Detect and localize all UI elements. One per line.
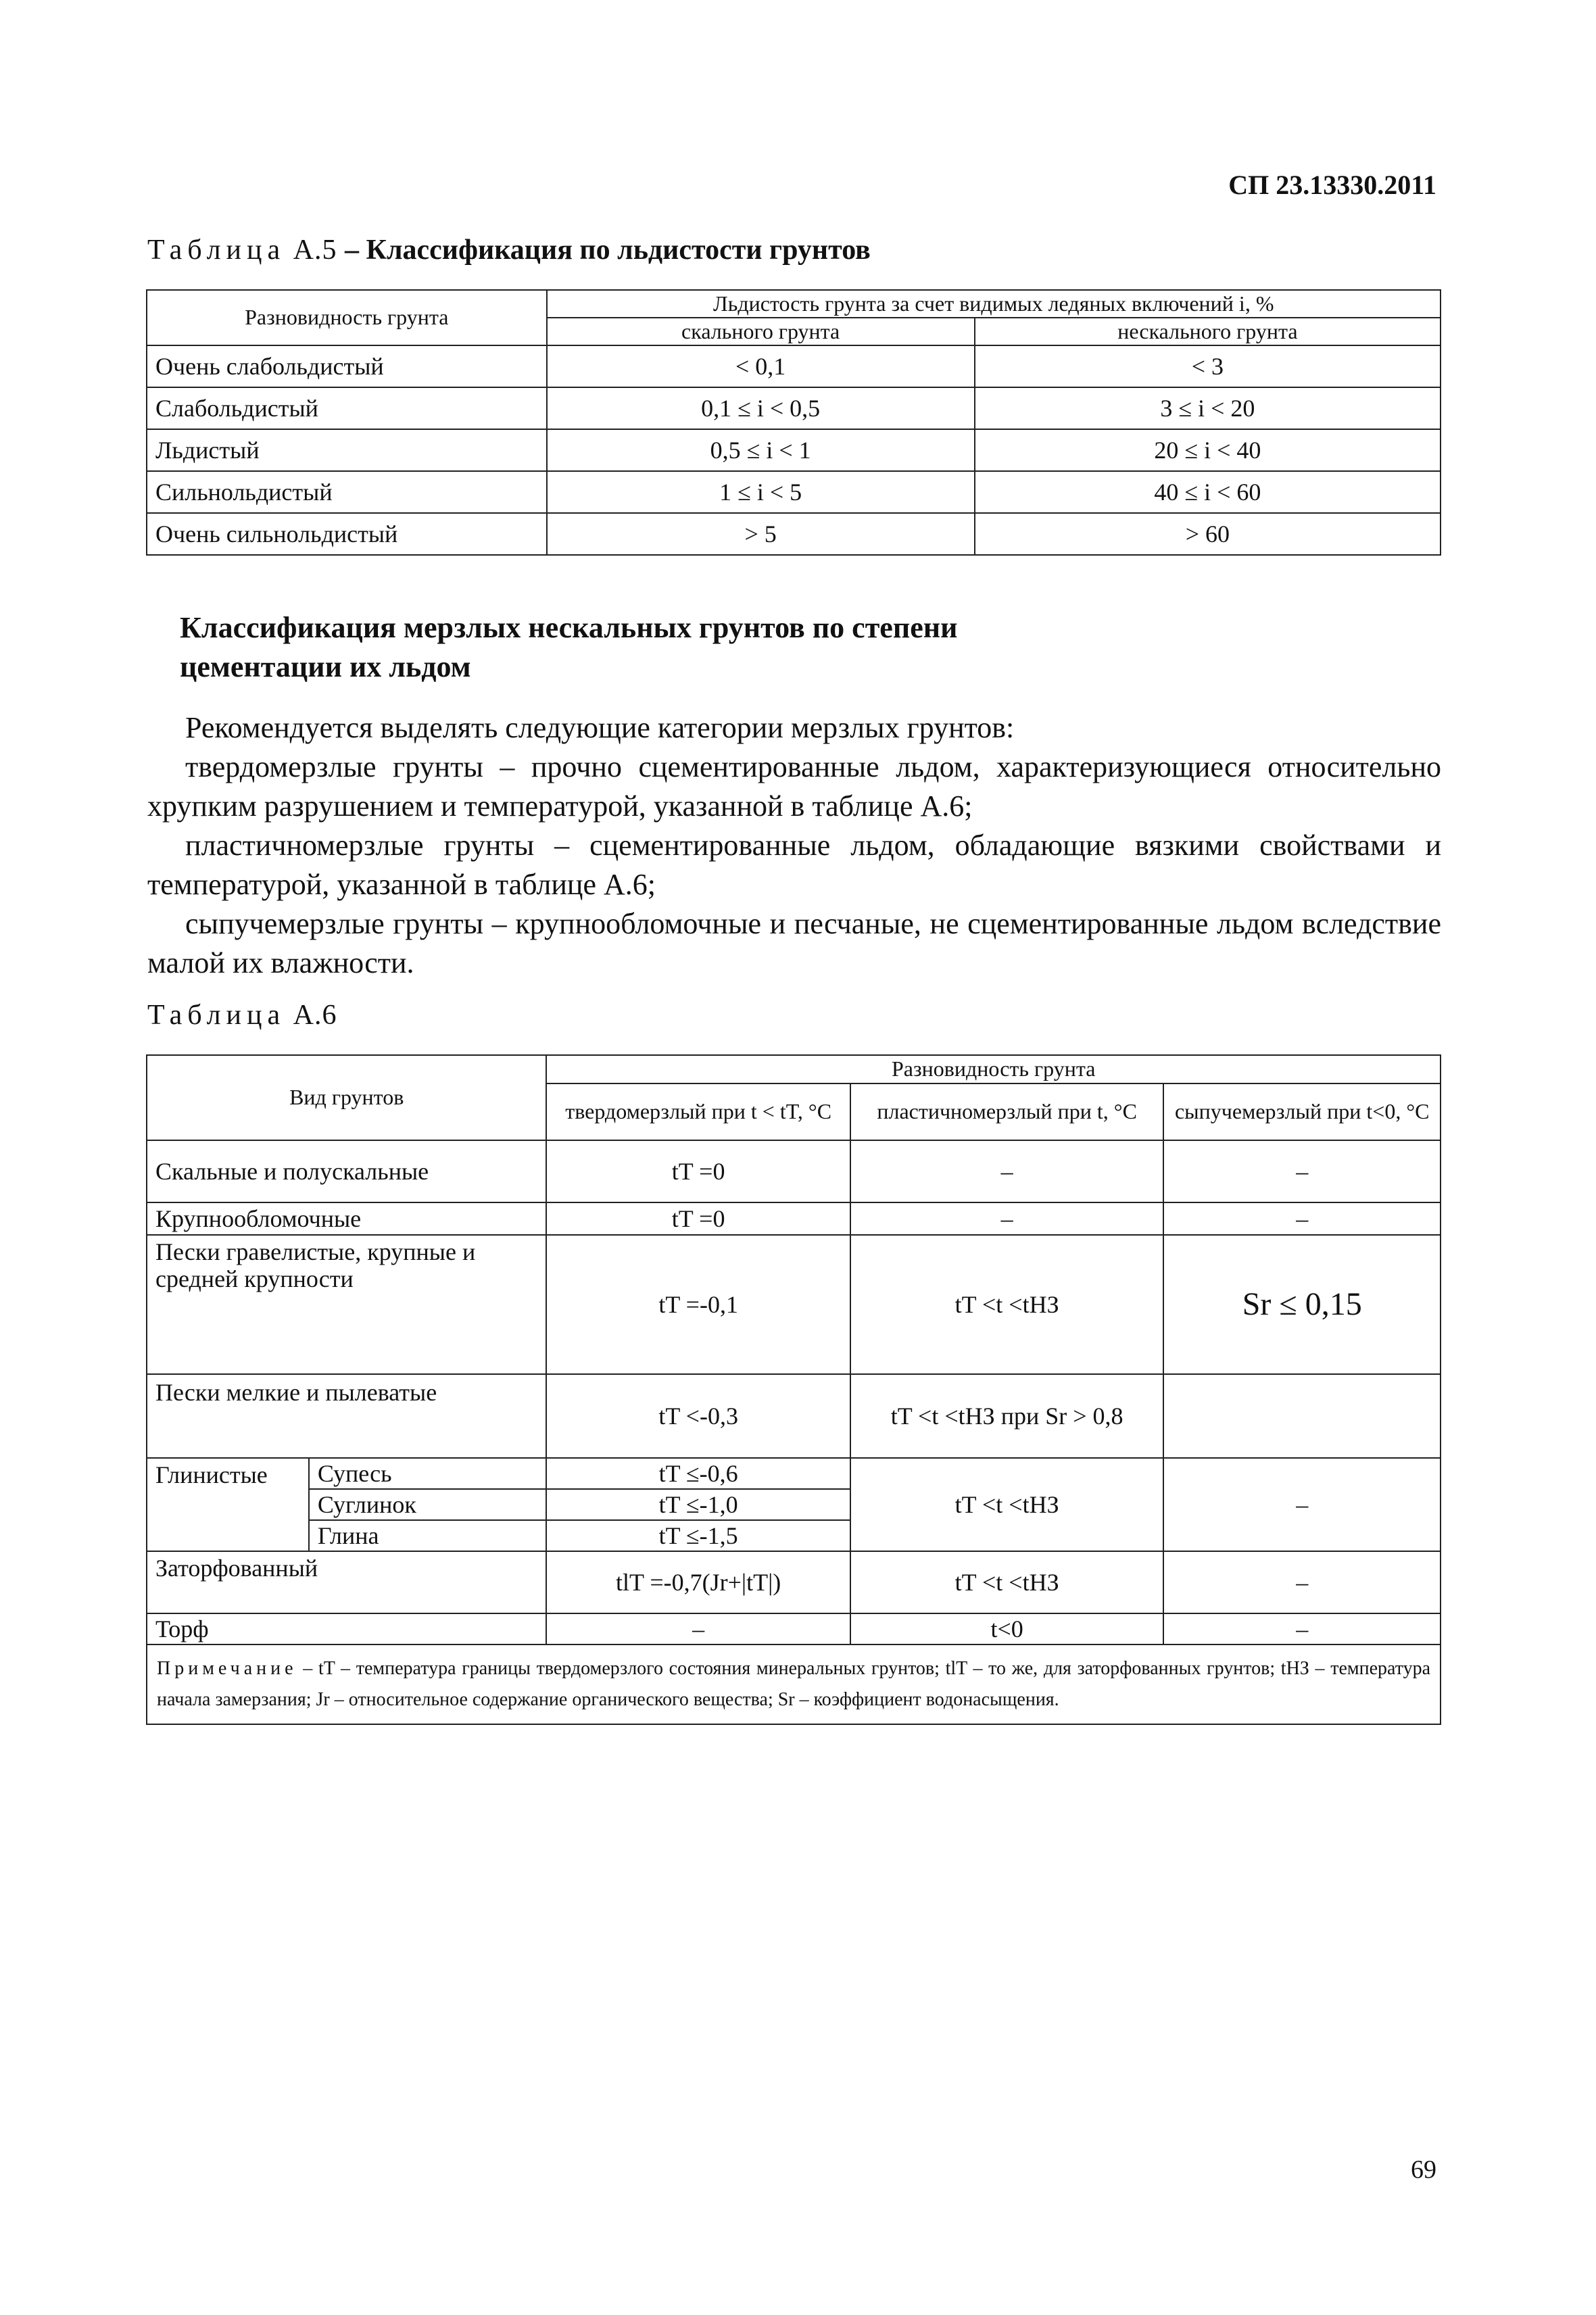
table-row (147, 1613, 1441, 1644)
row-hard: – (546, 1613, 850, 1644)
table-row (147, 1551, 1441, 1613)
row-rock: 1 ≤ i < 5 (547, 471, 975, 513)
header-nonrock: нескального грунта (975, 318, 1441, 345)
row-plastic: tT <t <tНЗ (850, 1235, 1164, 1374)
row-plastic: tT <t <tНЗ (850, 1458, 1164, 1551)
row-plastic: – (850, 1202, 1164, 1235)
intro-paragraph: Рекомендуется выделять следующие категории мерзлых грунтов: (185, 711, 1015, 744)
row-plastic: tT <t <tНЗ при Sr > 0,8 (850, 1374, 1164, 1458)
table-row (147, 513, 1441, 555)
row-name: Заторфованный (147, 1551, 546, 1613)
table-row (147, 1202, 1441, 1235)
header-plastic-frozen: пластичномерзлый при t, °C (850, 1083, 1164, 1140)
row-name: Слабольдистый (147, 387, 547, 429)
header-soil-type: Разновидность грунта (147, 290, 547, 345)
header-loose-frozen: сыпучемерзлый при t<0, °C (1163, 1083, 1441, 1140)
row-name: Торф (147, 1613, 546, 1644)
row-hard: tT ≤-0,6 (546, 1458, 850, 1489)
row-name: Глина (309, 1520, 547, 1551)
row-name: Льдистый (147, 429, 547, 471)
row-name: Супесь (309, 1458, 547, 1489)
row-hard: tT =-0,1 (546, 1235, 850, 1374)
section-heading: Классификация мерзлых нескальных грунтов по степени цементации их льдом (180, 611, 958, 683)
table-a5-caption (147, 234, 871, 266)
row-name: Суглинок (309, 1489, 547, 1520)
category-item: пластичномерзлые грунты – сцементированные льдом, обладающие вязкими свойствами и температурой, указанной в таблице А.6; (147, 829, 1441, 901)
row-rock: 0,5 ≤ i < 1 (547, 429, 975, 471)
row-nonrock: 3 ≤ i < 20 (975, 387, 1441, 429)
table-row (147, 1140, 1441, 1202)
row-loose: – (1163, 1613, 1441, 1644)
caption-prefix: Таблица (147, 235, 286, 266)
table-row (147, 1235, 1441, 1374)
row-plastic: tT <t <tНЗ (850, 1551, 1164, 1613)
table-row (147, 1458, 1441, 1489)
row-loose (1163, 1374, 1441, 1458)
caption-prefix: Таблица (147, 1000, 286, 1031)
table-a6 (146, 1054, 1441, 1725)
header-rock: скального грунта (547, 318, 975, 345)
row-nonrock: < 3 (975, 345, 1441, 387)
caption-number: А.6 (293, 1000, 337, 1031)
row-hard: tlT =-0,7(Jr+|tT|) (546, 1551, 850, 1613)
row-loose: – (1163, 1202, 1441, 1235)
row-plastic: t<0 (850, 1613, 1164, 1644)
table-row (147, 471, 1441, 513)
row-loose: – (1163, 1551, 1441, 1613)
row-name: Пески гравелистые, крупные и средней крупности (147, 1235, 546, 1374)
table-row (147, 387, 1441, 429)
header-variety: Разновидность грунта (546, 1055, 1441, 1083)
row-hard: tT <-0,3 (546, 1374, 850, 1458)
table-row (147, 1374, 1441, 1458)
row-nonrock: 20 ≤ i < 40 (975, 429, 1441, 471)
table-a6-caption (147, 999, 337, 1031)
caption-number: А.5 (293, 235, 337, 266)
caption-title: – Классификация по льдистости грунтов (344, 235, 871, 266)
row-rock: > 5 (547, 513, 975, 555)
header-ice-content: Льдистость грунта за счет видимых ледяных включений i, % (547, 290, 1441, 318)
table-note (147, 1644, 1441, 1724)
row-hard: tT =0 (546, 1140, 850, 1202)
row-name: Скальные и полускальные (147, 1140, 546, 1202)
category-item: твердомерзлые грунты – прочно сцементированные льдом, характеризующиеся относительно хрупким разрушением и температурой, указанной в таблице А.6; (147, 750, 1441, 823)
row-name: Очень слабольдистый (147, 345, 547, 387)
header-hard-frozen: твердомерзлый при t < tT, °C (546, 1083, 850, 1140)
table-row (147, 429, 1441, 471)
row-nonrock: > 60 (975, 513, 1441, 555)
category-item: сыпучемерзлые грунты – крупнообломочные и песчаные, не сцементированные льдом вследствие малой их влажности. (147, 907, 1441, 979)
page-number: 69 (1411, 2155, 1436, 2184)
section-body (147, 708, 1441, 983)
group-clay: Глинистые (147, 1458, 309, 1551)
row-loose: – (1163, 1458, 1441, 1551)
row-name: Очень сильнольдистый (147, 513, 547, 555)
row-name: Пески мелкие и пылеватые (147, 1374, 546, 1458)
header-soil-kind: Вид грунтов (147, 1055, 546, 1140)
row-name: Крупнообломочные (147, 1202, 546, 1235)
note-label: Примечание (157, 1658, 297, 1679)
row-hard: tT ≤-1,5 (546, 1520, 850, 1551)
row-name: Сильнольдистый (147, 471, 547, 513)
table-row (147, 345, 1441, 387)
document-code: СП 23.13330.2011 (1228, 170, 1436, 200)
row-loose: – (1163, 1140, 1441, 1202)
row-hard: tT =0 (546, 1202, 850, 1235)
row-plastic: – (850, 1140, 1164, 1202)
row-rock: < 0,1 (547, 345, 975, 387)
row-hard: tT ≤-1,0 (546, 1489, 850, 1520)
row-nonrock: 40 ≤ i < 60 (975, 471, 1441, 513)
row-rock: 0,1 ≤ i < 0,5 (547, 387, 975, 429)
note-text: – tT – температура границы твердомерзлого состояния минеральных грунтов; tlT – то же, для заторфованных грунтов; tНЗ – температура начала замерзания; Jr – относительное содержание органического вещества; Sr – коэффициент водонасыщения. (157, 1658, 1431, 1710)
table-a5 (146, 289, 1441, 556)
row-loose: Sr ≤ 0,15 (1163, 1235, 1441, 1374)
